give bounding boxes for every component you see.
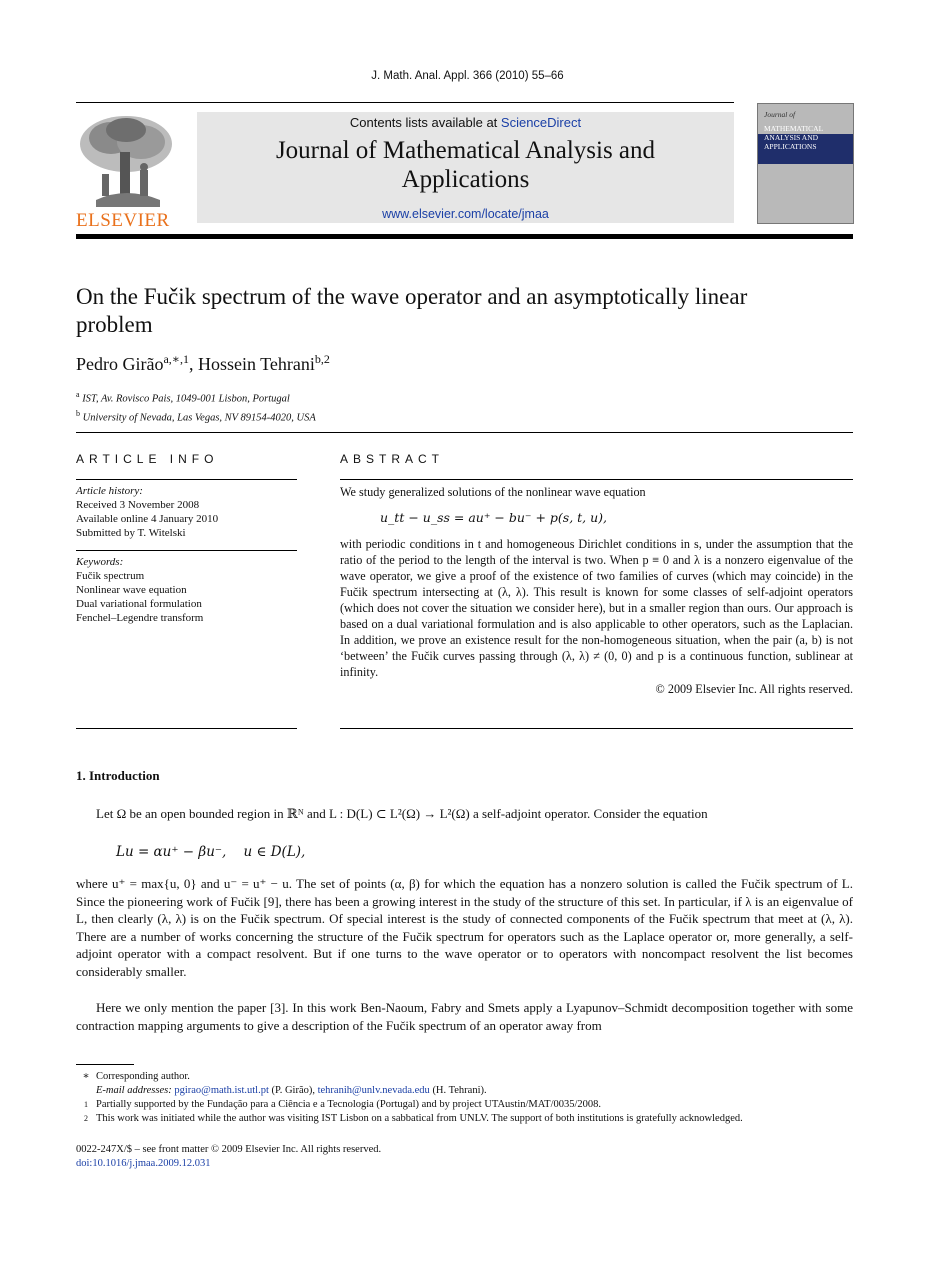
footnotes xyxy=(76,1070,853,1126)
elsevier-wordmark: ELSEVIER xyxy=(76,210,170,231)
intro-equation: Lu = αu⁺ − βu⁻, u ∈ D(L), xyxy=(116,844,306,860)
journal-cover xyxy=(757,103,854,224)
journal-url-link[interactable]: www.elsevier.com/locate/jmaa xyxy=(382,207,549,221)
elsevier-logo xyxy=(76,112,176,231)
keyword: Fenchel–Legendre transform xyxy=(76,612,204,624)
contents-line: Contents lists available at ScienceDirect xyxy=(349,115,582,130)
footnote-rule xyxy=(76,1064,134,1065)
masthead-panel xyxy=(197,112,734,223)
keyword: Fučik spectrum xyxy=(76,570,145,582)
doi-link[interactable]: doi:10.1016/j.jmaa.2009.12.031 xyxy=(76,1158,211,1169)
front-matter-rule xyxy=(76,432,853,433)
authors: Pedro Girão$^{a,∗,1}$, Hossein Tehrani$^{b,2}$ xyxy=(76,352,330,374)
article-title: On the Fučik spectrum of the wave operator and an asymptotically linear problem xyxy=(76,284,748,337)
keyword: Nonlinear wave equation xyxy=(76,584,187,596)
footnote-corresponding: ∗ Corresponding author. xyxy=(82,1071,190,1082)
footnote-1: 1 Partially supported by the Fundação para a Ciência e a Tecnologia (Portugal) and by project UTAustin/MAT/0035/2008. xyxy=(84,1099,602,1110)
issn-line: 0022-247X/$ – see front matter © 2009 Elsevier Inc. All rights reserved. xyxy=(76,1144,382,1155)
info-rule-1 xyxy=(76,479,297,480)
email-link[interactable]: tehranih@unlv.nevada.edu xyxy=(317,1085,430,1096)
author-name[interactable]: Pedro Girão xyxy=(76,354,164,374)
author-name[interactable]: Hossein Tehrani xyxy=(197,354,315,374)
footnote-emails: E-mail addresses: pgirao@math.ist.utl.pt (P. Girão), tehranih@unlv.nevada.edu (H. Tehrani). xyxy=(96,1085,487,1096)
info-rule-2 xyxy=(76,550,297,551)
masthead-top-rule xyxy=(76,102,734,103)
masthead-bottom-rule xyxy=(76,234,853,239)
elsevier-tree-icon xyxy=(76,112,176,207)
info-rule-3 xyxy=(76,728,297,729)
article-info-heading: ARTICLE INFO xyxy=(76,452,219,466)
affiliations xyxy=(76,388,316,425)
affiliation-b: $^b$ University of Nevada, Las Vegas, NV 89154-4020, USA xyxy=(76,408,316,423)
footnote-2: 2 This work was initiated while the author was visiting IST Lisbon on a sabbatical from UNLV. The support of both institutions is gratefully acknowledged. xyxy=(84,1113,743,1124)
cover-title: Journal of MATHEMATICAL ANALYSIS AND APPLICATIONS xyxy=(764,110,824,151)
abstract-heading: ABSTRACT xyxy=(340,452,445,466)
section-heading-introduction: 1. Introduction xyxy=(76,768,160,783)
abstract-equation: u_tt − u_ss = au⁺ − bu⁻ + p(s, t, u), xyxy=(380,510,608,525)
keywords: Keywords: Fučik spectrum Nonlinear wave equation Dual variational formulation Fenchel–Legendre transform xyxy=(76,555,298,625)
email-link[interactable]: pgirao@math.ist.utl.pt xyxy=(174,1085,269,1096)
affiliation-a: $^a$ IST, Av. Rovisco Pais, 1049-001 Lisbon, Portugal xyxy=(76,390,290,405)
abstract-body: We study generalized solutions of the nonlinear wave equation u_tt − u_ss = au⁺ − bu⁻ + p(s, t, u), with periodic conditions in t and homogeneous Dirichlet conditions in s, under the assumption that the ratio of the period to the length of the interval is two. When p ≡ 0 and λ is a nonzero eigenvalue of the wave operator, we give a proof of the existence of two families of curves (which may coincide) in the Fučik spectrum intersecting at (λ, λ). This result is known for some classes of self-adjoint operators (which does not cover the situation we consider here), but in a smaller region than ours. Our approach is based on a dual variational formulation and is also applicable to other operators, such as the Laplacian. In addition, we prove an existence result for the non-homogeneous situation, when the pair (a, b) is not ‘between’ the Fučik curves passing through (λ, λ) ≠ (0, 0) and p is a continuous function, sublinear at infinity. © 2009 Elsevier Inc. All rights reserved. xyxy=(340,485,853,696)
intro-paragraph-3: Here we only mention the paper [3]. In this work Ben-Naoum, Fabry and Smets apply a Lyapunov–Schmidt decomposition together with some contraction mapping arguments to give a description of the Fučik spectrum of an operator away from xyxy=(76,1000,853,1033)
journal-title: Journal of Mathematical Analysis and Applications xyxy=(275,137,656,193)
abstract-copyright: © 2009 Elsevier Inc. All rights reserved. xyxy=(655,682,853,696)
article-history: Article history: Received 3 November 2008 Available online 4 January 2010 Submitted by T. Witelski xyxy=(76,485,219,539)
keyword: Dual variational formulation xyxy=(76,598,202,610)
intro-paragraph-2: where u⁺ = max{u, 0} and u⁻ = u⁺ − u. The set of points (α, β) for which the equation has a nonzero solution is called the Fučik spectrum of L. Since the pioneering work of Fučik [9], there has been a growing interest in the study of the structure of this set. In particular, if λ is an eigenvalue of L, then clearly (λ, λ) is on the Fučik spectrum. Of special interest is the study of connected components of the Fučik spectrum that meet at (λ, λ). There are a number of works concerning the structure of the Fučik spectrum for operators such as the Laplace operator or, more generally, a self-adjoint operator with a compact resolvent. But if one turns to the wave operator or to operators with noncompact resolvent the list becomes considerably smaller. xyxy=(76,876,853,979)
intro-paragraph-1: Let Ω be an open bounded region in ℝᴺ and L : D(L) ⊂ L²(Ω) → L²(Ω) a self-adjoint operator. Consider the equation xyxy=(96,806,708,821)
running-header: J. Math. Anal. Appl. 366 (2010) 55–66 xyxy=(371,70,564,82)
abstract-rule-top xyxy=(340,479,853,480)
sciencedirect-link[interactable]: ScienceDirect xyxy=(500,115,582,130)
abstract-rule-bottom xyxy=(340,728,853,729)
